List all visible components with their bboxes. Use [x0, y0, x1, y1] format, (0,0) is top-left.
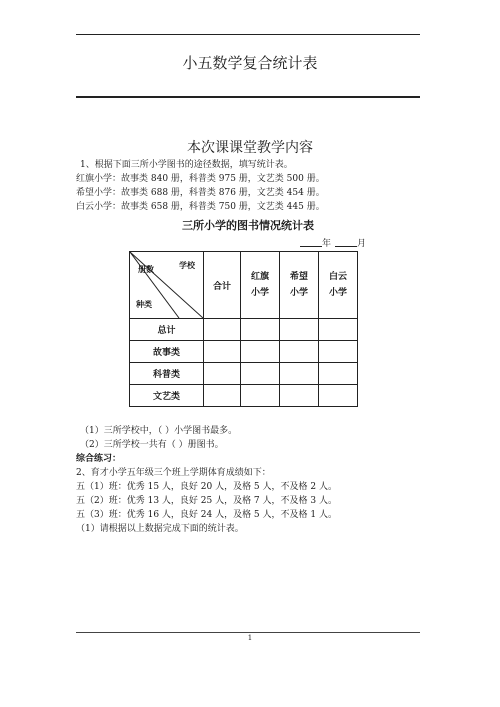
col-header-hongqi: 红旗 小学	[241, 252, 280, 319]
row-header-story: 故事类	[130, 341, 204, 363]
table-cell[interactable]	[204, 319, 241, 341]
table-cell[interactable]	[241, 363, 280, 385]
month-label: 月	[357, 239, 367, 249]
row-header-science: 科普类	[130, 363, 204, 385]
corner-school-label: 学校	[179, 261, 195, 270]
q2-data-line: 五（2）班：优秀 13 人，良好 25 人，及格 7 人，不及格 3 人。	[76, 496, 337, 506]
table-row	[130, 341, 358, 363]
table-cell[interactable]	[280, 385, 319, 407]
section-title: 本次课课堂教学内容	[187, 140, 313, 156]
table-row	[130, 319, 358, 341]
table-cell[interactable]	[204, 341, 241, 363]
year-blank[interactable]	[300, 237, 322, 247]
footer-rule	[76, 632, 420, 633]
q2-data-line: 五（3）班：优秀 16 人，良好 24 人，及格 5 人，不及格 1 人。	[76, 510, 337, 520]
practice-heading: 综合练习：	[76, 454, 122, 464]
table-cell[interactable]	[204, 385, 241, 407]
q1-question-1: （1）三所学校中，（ ）小学图书最多。	[80, 426, 238, 436]
corner-books-label: 册数	[138, 265, 154, 274]
table-cell[interactable]	[280, 341, 319, 363]
table-cell[interactable]	[319, 319, 358, 341]
table-cell[interactable]	[241, 341, 280, 363]
q2-data-line: 五（1）班：优秀 15 人，良好 20 人，及格 5 人，不及格 2 人。	[76, 482, 337, 492]
q1-intro: 1、根据下面三所小学图书的途径数据，填写统计表。	[80, 160, 293, 170]
table-corner-header	[130, 252, 204, 319]
table-cell[interactable]	[319, 341, 358, 363]
book-statistics-table	[129, 251, 358, 407]
q2-task: （1）请根据以上数据完成下面的统计表。	[76, 524, 244, 534]
table-row	[130, 363, 358, 385]
q1-data-line: 白云小学：故事类 658 册，科普类 750 册，文艺类 445 册。	[76, 202, 325, 212]
corner-category-label: 种类	[136, 300, 152, 309]
col-header-xiwang: 希望 小学	[280, 252, 319, 319]
document-title: 小五数学复合统计表	[182, 54, 318, 72]
year-label: 年	[322, 239, 332, 249]
q2-intro: 2、育才小学五年级三个班上学期体育成绩如下：	[76, 468, 271, 478]
table-row	[130, 385, 358, 407]
row-header-literature: 文艺类	[130, 385, 204, 407]
page-number: 1	[247, 634, 253, 642]
table-cell[interactable]	[241, 385, 280, 407]
table-cell[interactable]	[319, 385, 358, 407]
q1-data-line: 希望小学：故事类 688 册，科普类 876 册，文艺类 454 册。	[76, 188, 325, 198]
table-cell[interactable]	[241, 319, 280, 341]
title-rule	[76, 96, 420, 98]
table-title: 三所小学的图书情况统计表	[182, 219, 314, 232]
col-header-total: 合计	[204, 252, 241, 319]
top-rule	[76, 34, 420, 35]
q1-data-line: 红旗小学：故事类 840 册，科普类 975 册，文艺类 500 册。	[76, 174, 325, 184]
table-cell[interactable]	[204, 363, 241, 385]
q1-question-2: （2）三所学校一共有（ ）册图书。	[80, 440, 224, 450]
row-header-total: 总计	[130, 319, 204, 341]
date-blank	[300, 236, 366, 249]
table-cell[interactable]	[280, 363, 319, 385]
month-blank[interactable]	[335, 237, 357, 247]
table-cell[interactable]	[280, 319, 319, 341]
col-header-baiyun: 白云 小学	[319, 252, 358, 319]
table-cell[interactable]	[319, 363, 358, 385]
